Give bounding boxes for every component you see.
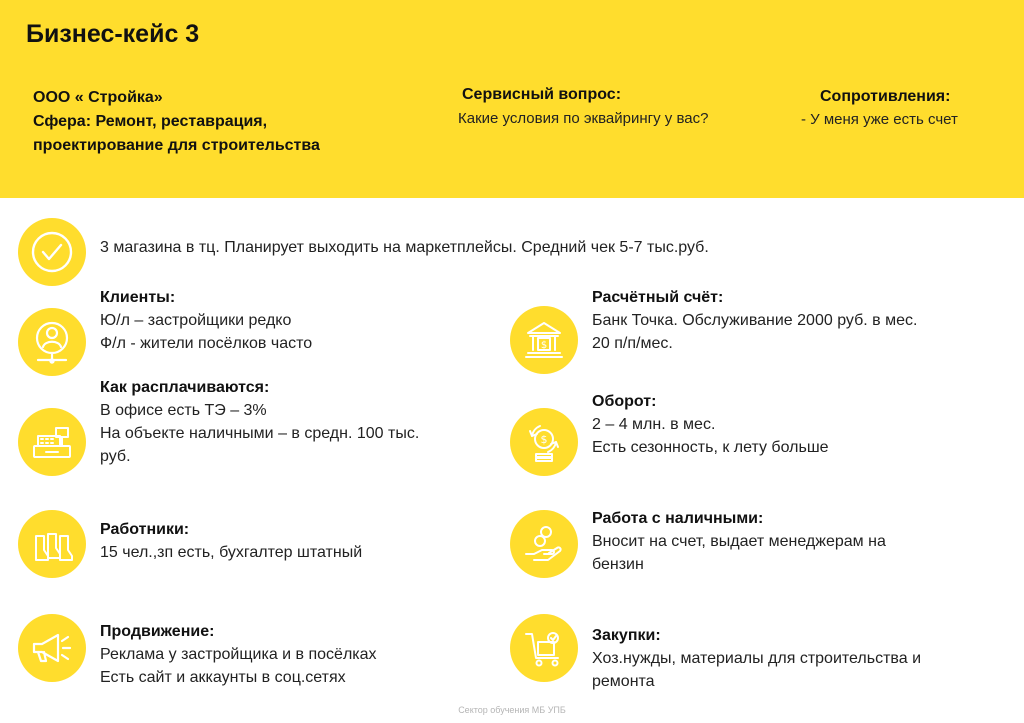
workers-title: Работники: [100,521,190,538]
purchases-title: Закупки: [592,627,661,644]
clients-line: Ю/л – застройщики редко [100,312,292,329]
turnover-line: Есть сезонность, к лету больше [592,439,829,456]
megaphone-icon [18,614,86,682]
payment-line: руб. [100,448,131,465]
company-sphere-line2: проектирование для строительства [33,137,320,154]
bank-icon [510,306,578,374]
promotion-line: Есть сайт и аккаунты в соц.сетях [100,669,346,686]
account-title: Расчётный счёт: [592,289,724,306]
turnover-title: Оборот: [592,393,657,410]
svg-text:$: $ [540,433,548,446]
purchases-line: Хоз.нужды, материалы для строительства и [592,650,922,667]
footer-text: Сектор обучения МБ УПБ [458,705,566,715]
company-info [33,86,433,158]
summary-text: 3 магазина в тц. Планирует выходить на маркетплейсы. Средний чек 5-7 тыс.руб. [100,239,709,256]
company-sphere-line1: Сфера: Ремонт, реставрация, [33,113,268,130]
service-question-text: Какие условия по эквайрингу у вас? [458,110,709,127]
workers-icon [18,510,86,578]
clients-line: Ф/л - жители посёлков часто [100,335,313,352]
service-question-title: Сервисный вопрос: [462,86,622,103]
resistance-title: Сопротивления: [820,88,951,105]
payment-block [100,376,419,468]
coin-hand-icon [510,510,578,578]
payment-title: Как расплачиваются: [100,379,270,396]
check-icon [18,218,86,286]
cash-line: Вносит на счет, выдает менеджерам на [592,533,886,550]
promotion-block [100,620,377,689]
workers-block [100,518,362,564]
account-line: 20 п/п/мес. [592,335,673,352]
payment-line: В офисе есть ТЭ – 3% [100,402,267,419]
page-title: Бизнес-кейс 3 [26,20,200,48]
clients-title: Клиенты: [100,289,176,306]
purchases-block [592,624,921,693]
cash-register-icon [18,408,86,476]
purchases-line: ремонта [592,673,655,690]
user-network-icon [18,308,86,376]
promotion-line: Реклама у застройщика и в посёлках [100,646,377,663]
company-name: ООО « Стройка» [33,89,163,106]
account-line: Банк Точка. Обслуживание 2000 руб. в мес. [592,312,918,329]
resistance-text: - У меня уже есть счет [801,111,958,128]
promotion-title: Продвижение: [100,623,215,640]
clients-block [100,286,312,355]
workers-line: 15 чел.,зп есть, бухгалтер штатный [100,544,363,561]
turnover-line: 2 – 4 млн. в мес. [592,416,716,433]
account-block [592,286,917,355]
cash-block [592,507,886,576]
cart-icon [510,614,578,682]
coin-exchange-icon [510,408,578,476]
cash-line: бензин [592,556,644,573]
svg-text:$: $ [540,340,548,351]
payment-line: На объекте наличными – в средн. 100 тыс. [100,425,420,442]
cash-title: Работа с наличными: [592,510,764,527]
turnover-block [592,390,829,459]
